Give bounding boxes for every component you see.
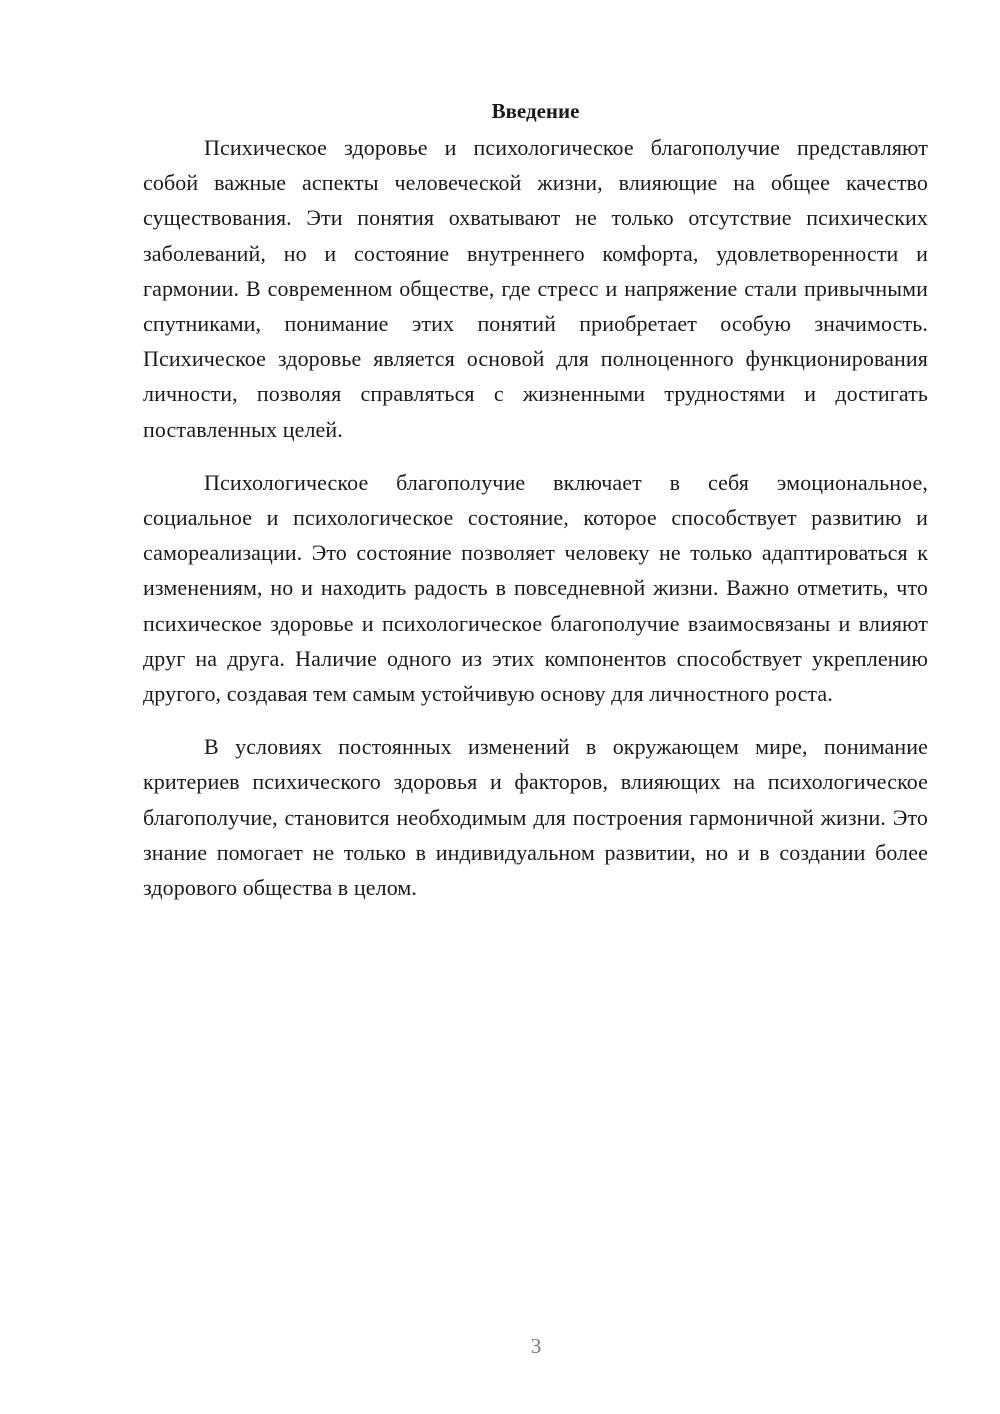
paragraph-1: Психическое здоровье и психологическое благополучие представляют собой важные аспекты человеческой жизни, влияющие на общее качество существования. Эти понятия охватывают не только отсутствие психических заболеваний, но и состояние внутреннего комфорта, удовлетворенности и гармонии. В современном обществе, где стресс и напряжение стали привычными спутниками, понимание этих понятий приобретает особую значимость. Психическое здоровье является основой для полноценного функционирования личности, позволяя справляться с жизненными трудностями и достигать поставленных целей. <box>143 135 928 442</box>
section-heading: Введение <box>491 99 580 123</box>
paragraph-2: Психологическое благополучие включает в себя эмоциональное, социальное и психологическое состояние, которое способствует развитию и самореализации. Это состояние позволяет человеку не только адаптироваться к изменениям, но и находить радость в повседневной жизни. Важно отметить, что психическое здоровье и психологическое благополучие взаимосвязаны и влияют друг на друга. Наличие одного из этих компонентов способствует укреплению другого, создавая тем самым устойчивую основу для личностного роста. <box>143 469 928 707</box>
paragraph-3: В условиях постоянных изменений в окружающем мире, понимание критериев психического здоровья и факторов, влияющих на психологическое благополучие, становится необходимым для построения гармоничной жизни. Это знание помогает не только в индивидуальном развитии, но и в создании более здорового общества в целом. <box>143 734 928 901</box>
page-content <box>143 96 928 923</box>
page-number: 3 <box>530 1334 542 1358</box>
